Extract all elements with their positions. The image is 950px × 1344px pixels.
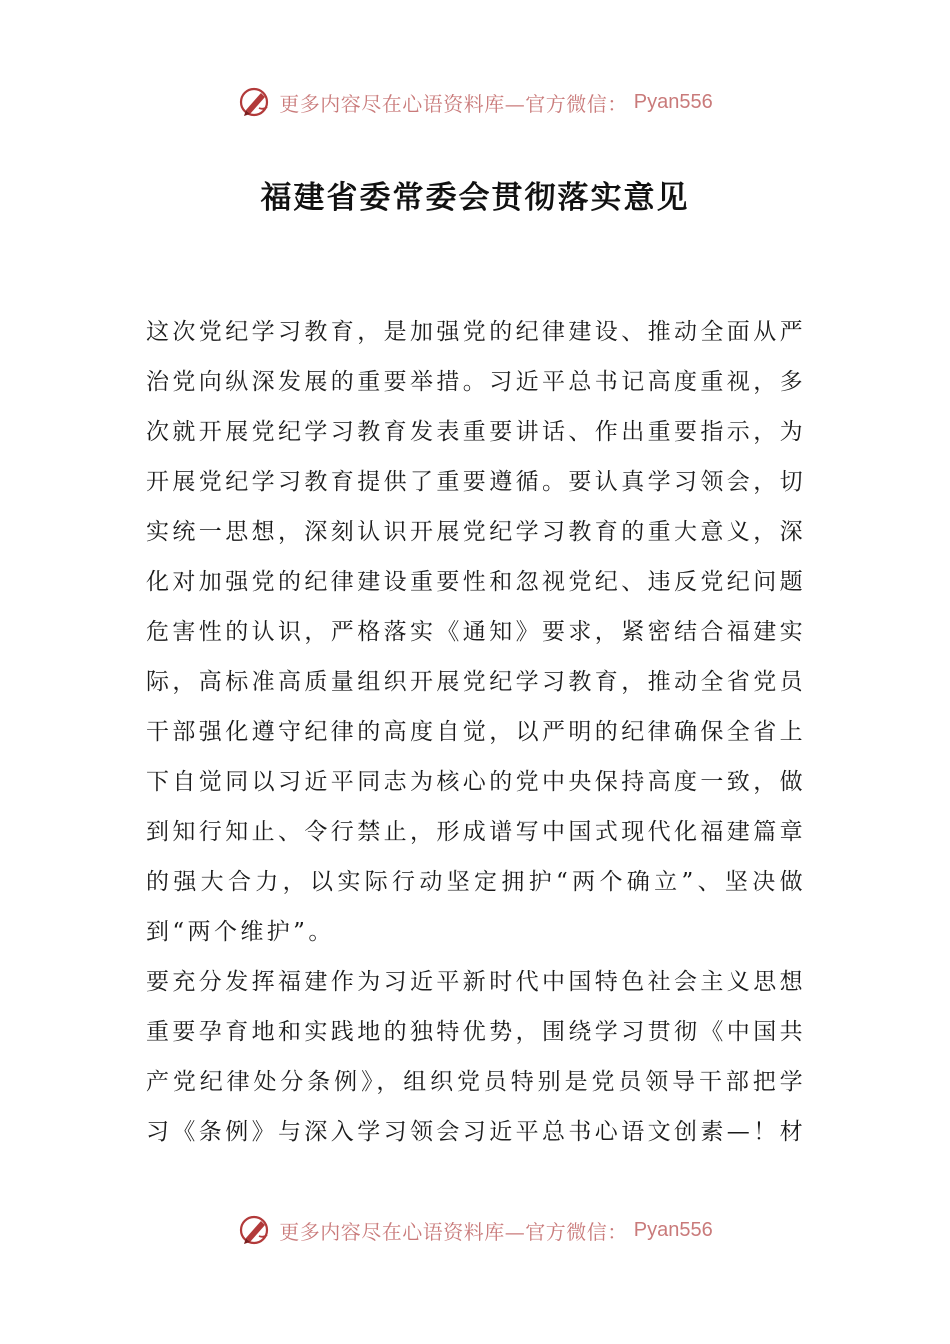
header-slogan: 更多内容尽在心语资料库—官方微信： [279, 91, 628, 116]
paragraph-2: 要充分发挥福建作为习近平新时代中国特色社会主义思想重要孕育地和实践地的独特优势，围绕学习贯彻《中国共产党纪律处分条例》，组织党员特别是党员领导干部把学习《条例》与深入学习领会习近平总书心语文创素—！材 [146, 969, 806, 1145]
footer-banner [0, 1210, 950, 1250]
pen-seal-logo-icon [237, 1212, 273, 1248]
header-wechat-handle: Pyan556 [633, 90, 713, 113]
document-title: 福建省委常委会贯彻落实意见 [260, 180, 690, 216]
footer-slogan: 更多内容尽在心语资料库—官方微信： [279, 1219, 628, 1244]
footer-wechat-handle: Pyan556 [633, 1218, 713, 1241]
paragraph-1: 这次党纪学习教育，是加强党的纪律建设、推动全面从严治党向纵深发展的重要举措。习近平总书记高度重视，多次就开展党纪学习教育发表重要讲话、作出重要指示，为开展党纪学习教育提供了重要遵循。要认真学习领会，切实统一思想，深刻认识开展党纪学习教育的重大意义，深化对加强党的纪律建设重要性和忽视党纪、违反党纪问题危害性的认识，严格落实《通知》要求，紧密结合福建实际，高标准高质量组织开展党纪学习教育，推动全省党员干部强化遵守纪律的高度自觉，以严明的纪律确保全省上下自觉同以习近平同志为核心的党中央保持高度一致，做到知行知止、令行禁止，形成谱写中国式现代化福建篇章的强大合力，以实际行动坚定拥护“两个确立”、坚决做到“两个维护”。 [146, 319, 806, 945]
document-body [146, 307, 806, 1157]
pen-seal-logo-icon [237, 84, 273, 120]
header-banner [0, 82, 950, 122]
